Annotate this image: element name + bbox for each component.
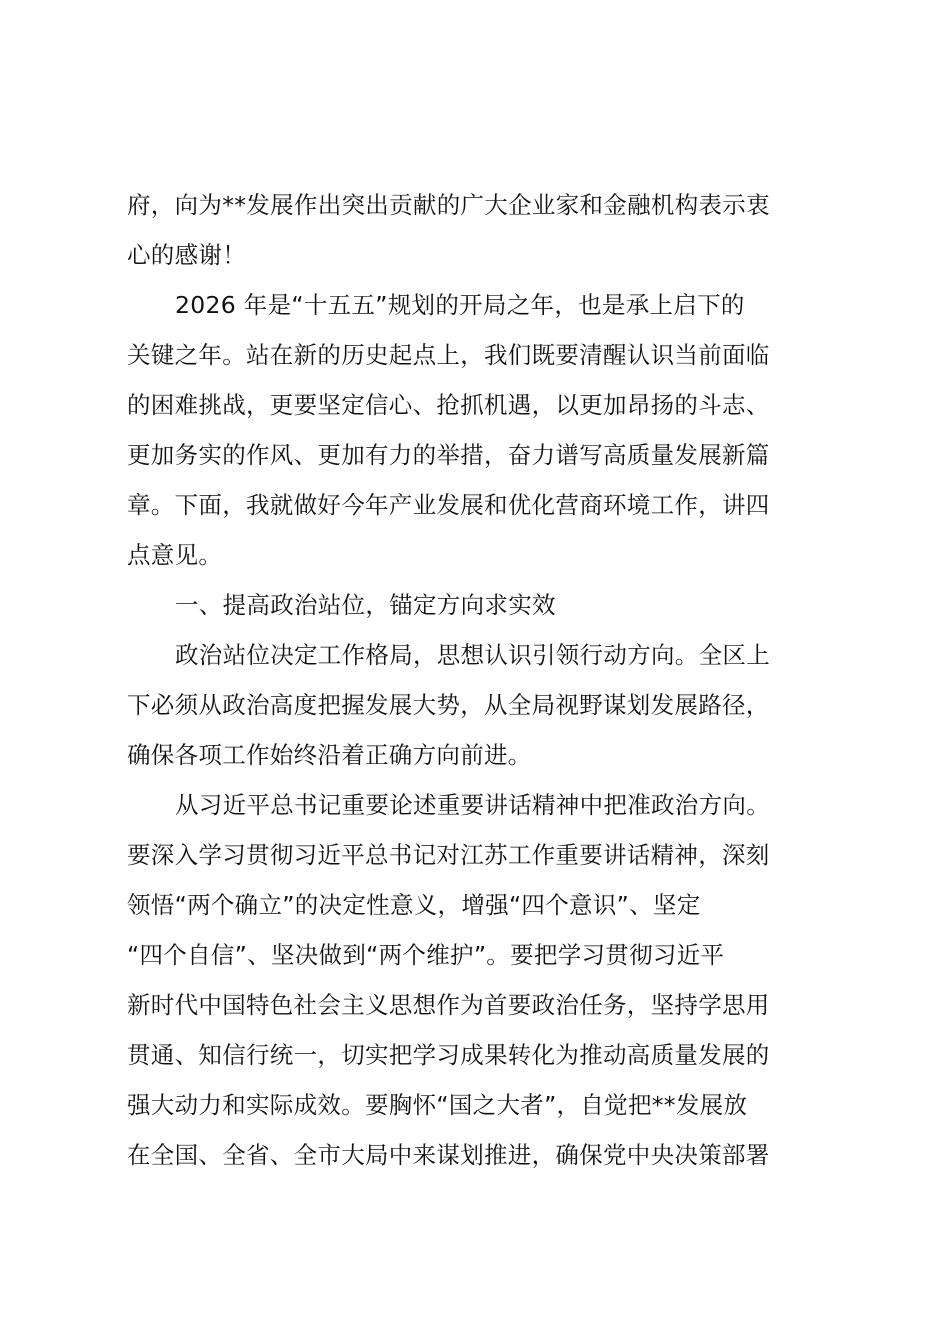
text-line: 府，向为**发展作出突出贡献的广大企业家和金融机构表示衷 <box>127 191 770 219</box>
text-line: 贯通、知信行统一，切实把学习成果转化为推动高质量发展的 <box>127 1041 770 1069</box>
text-line: 确保各项工作始终沿着正确方向前进。 <box>127 741 532 769</box>
text-line: 强大动力和实际成效。要胸怀“国之大者”，自觉把**发展放 <box>127 1091 748 1119</box>
text-line: 领悟“两个确立”的决定性意义，增强“四个意识”、坚定 <box>127 891 701 919</box>
text-line: 在全国、全省、全市大局中来谋划推进，确保党中央决策部署 <box>127 1141 770 1169</box>
text-line: 新时代中国特色社会主义思想作为首要政治任务，坚持学思用 <box>127 991 770 1019</box>
paragraph-intro <box>127 280 833 580</box>
heading-text: 一、提高政治站位，锚定方向求实效 <box>175 591 556 619</box>
text-line: 要深入学习贯彻习近平总书记对江苏工作重要讲话精神，深刻 <box>127 841 770 869</box>
paragraph-political-position <box>127 630 833 780</box>
section-heading <box>127 580 833 630</box>
text-line: 政治站位决定工作格局，思想认识引领行动方向。全区上 <box>175 641 770 669</box>
text-line: 2026 年是“十五五”规划的开局之年，也是承上启下的 <box>175 291 745 319</box>
paragraph-continuation <box>127 180 833 280</box>
text-line: 更加务实的作风、更加有力的举措，奋力谱写高质量发展新篇 <box>127 441 770 469</box>
text-line: 点意见。 <box>127 541 223 569</box>
text-line: 章。下面，我就做好今年产业发展和优化营商环境工作，讲四 <box>127 491 770 519</box>
paragraph-political-direction <box>127 780 833 1180</box>
text-line: 心的感谢！ <box>127 241 246 269</box>
text-line: 的困难挑战，更要坚定信心、抢抓机遇，以更加昂扬的斗志、 <box>127 391 770 419</box>
text-line: 从习近平总书记重要论述重要讲话精神中把准政治方向。 <box>175 791 770 819</box>
text-line: “四个自信”、坚决做到“两个维护”。要把学习贯彻习近平 <box>127 941 725 969</box>
document-body <box>127 180 833 1180</box>
text-line: 下必须从政治高度把握发展大势，从全局视野谋划发展路径， <box>127 691 770 719</box>
text-line: 关键之年。站在新的历史起点上，我们既要清醒认识当前面临 <box>127 341 770 369</box>
